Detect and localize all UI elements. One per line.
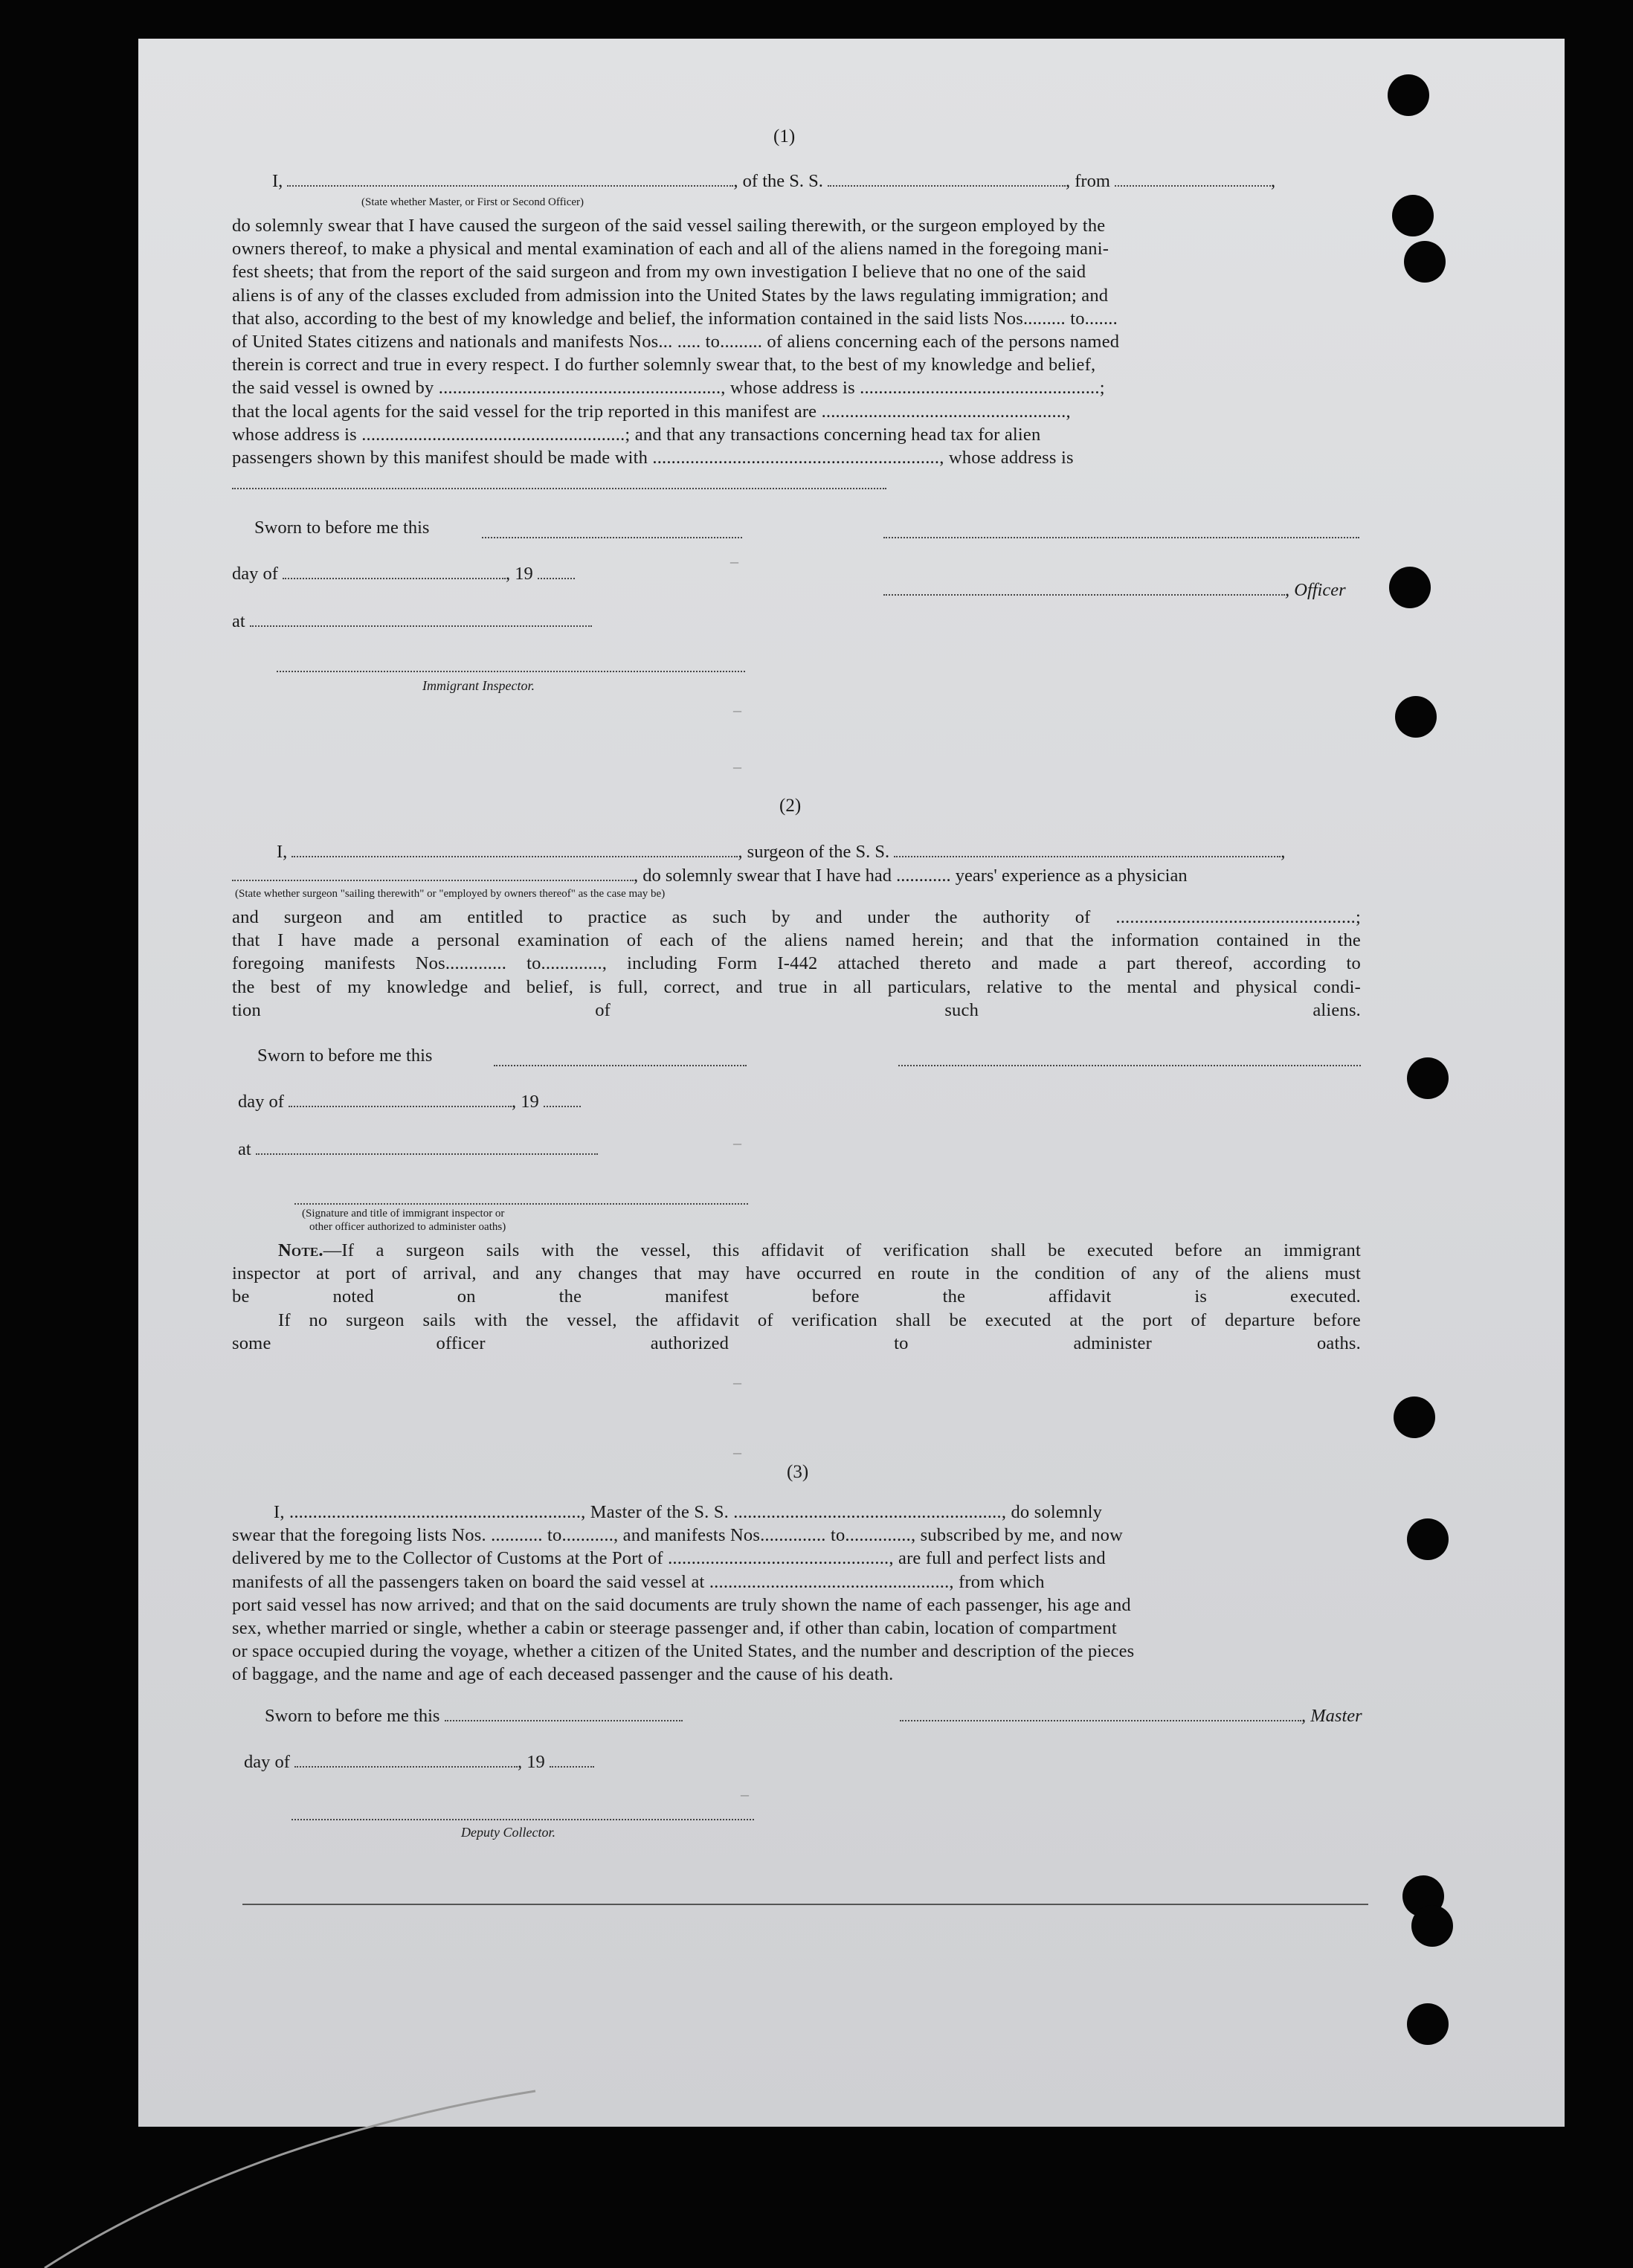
section-2-number: (2) <box>779 796 802 816</box>
section-2-body-line: foregoing manifests Nos............. to............., including Form I-442 attached thereto and made a part thereof, according to <box>232 953 1361 974</box>
section-1-body-line: that the local agents for the said vessel for the trip reported in this manifest are ...................................................., <box>232 401 1071 422</box>
officer-label: , Officer <box>1285 580 1346 600</box>
section-3-body-line: manifests of all the passengers taken on board the said vessel at ..................................................., from which <box>232 1571 1045 1592</box>
sworn-label: Sworn to before me this <box>257 1046 433 1066</box>
section-3-body-line: delivered by me to the Collector of Customs at the Port of ..............................................., are full and perfect lists and <box>232 1548 1106 1569</box>
note-text: —If a surgeon sails with the vessel, this affidavit of verification shall be executed before an immigrant <box>323 1240 1361 1260</box>
note-line: be noted on the manifest before the affidavit is executed. <box>232 1286 1361 1307</box>
section-1-body-line: owners thereof, to make a physical and mental examination of each and all of the aliens named in the foregoing mani- <box>232 239 1109 260</box>
note-line: some officer authorized to administer oaths. <box>232 1333 1361 1353</box>
section-1-body-line: therein is correct and true in every respect. I do further solemnly swear that, to the best of my knowledge and belief, <box>232 355 1096 376</box>
year-label: , 19 <box>512 1092 539 1112</box>
section-1-body-line: passengers shown by this manifest should be made with ............................................................., whose address is <box>232 448 1074 468</box>
section-3-body-line: I, .............................................................., Master of the S. S. ........................................................., do solemnly <box>274 1502 1103 1522</box>
section-1-body-line: do solemnly swear that I have caused the surgeon of the said vessel sailing therewith, or the surgeon employed by the <box>232 216 1106 236</box>
smudge-mark: – <box>733 1373 741 1391</box>
smudge-mark: – <box>733 1443 741 1461</box>
section-1-i: I, <box>272 171 283 191</box>
day-of-label: day of <box>244 1752 290 1772</box>
smudge-mark: – <box>733 1133 741 1152</box>
section-3-body-line: port said vessel has now arrived; and that on the said documents are truly shown the name of each passenger, his age and <box>232 1594 1131 1615</box>
section-1-body-line: whose address is ........................................................; and that any transactions concerning head tax for alien <box>232 424 1041 445</box>
note-label: Note. <box>278 1240 323 1260</box>
section-2-body-line: and surgeon and am entitled to practice as such by and under the authority of ...................................................; <box>232 907 1361 927</box>
note-line: inspector at port of arrival, and any changes that may have occurred en route in the condition of any of the aliens must <box>232 1263 1361 1284</box>
section-3-body-line: or space occupied during the voyage, whether a citizen of the United States, and the number and description of the pieces <box>232 1641 1135 1662</box>
section-2-swear: , do solemnly swear that I have had ............ years' experience as a physician <box>634 866 1188 886</box>
day-of-label: day of <box>232 564 278 584</box>
section-3-body-line: sex, whether married or single, whether a cabin or steerage passenger and, if other than cabin, location of compartment <box>232 1618 1117 1639</box>
note-line: If no surgeon sails with the vessel, the affidavit of verification shall be executed at the port of departure before <box>278 1309 1361 1330</box>
section-1-body-line: that also, according to the best of my knowledge and belief, the information contained in the said lists Nos......... to....... <box>232 308 1118 329</box>
section-3-body-line: swear that the foregoing lists Nos. ........... to..........., and manifests Nos.............. to.............., subscribed by me, and now <box>232 1525 1124 1546</box>
sworn-label: Sworn to before me this <box>254 518 430 538</box>
master-label: , Master <box>1301 1706 1362 1726</box>
section-2-first-line: I, , surgeon of the S. S. , <box>277 842 1286 862</box>
section-1-first-line: I, , of the S. S. , from , <box>272 171 1276 191</box>
at-label: at <box>232 611 245 631</box>
section-3-number: (3) <box>787 1462 809 1482</box>
day-of-label: day of <box>238 1092 284 1112</box>
at-label: at <box>238 1139 251 1159</box>
section-1-number: (1) <box>773 126 796 146</box>
signature-caption-2: other officer authorized to administer oaths) <box>309 1221 506 1233</box>
year-label: , 19 <box>506 564 533 584</box>
section-2-surgeon-ss: , surgeon of the S. S. <box>738 842 890 862</box>
sworn-label: Sworn to before me this <box>265 1706 440 1726</box>
section-2-body-line: the best of my knowledge and belief, is full, correct, and true in all particulars, relative to the mental and physical condi- <box>232 976 1361 997</box>
collector-caption: Deputy Collector. <box>461 1825 555 1840</box>
section-3-body-line: of baggage, and the name and age of each deceased passenger and the cause of his death. <box>232 1664 894 1685</box>
smudge-mark: – <box>741 1785 749 1803</box>
section-1-body-line: the said vessel is owned by ............................................................, whose address is ...................................................; <box>232 378 1105 399</box>
smudge-mark: – <box>733 757 741 776</box>
section-1-from: , from <box>1066 171 1110 191</box>
section-1-body-line: of United States citizens and nationals and manifests Nos... ..... to......... of aliens concerning each of the persons named <box>232 332 1120 352</box>
section-2-caption: (State whether surgeon "sailing therewith" or "employed by owners thereof" as the case may be) <box>235 888 666 900</box>
section-2-body-line: tion of such aliens. <box>232 999 1361 1020</box>
smudge-mark: – <box>730 552 738 570</box>
section-1-of-ss: , of the S. S. <box>733 171 823 191</box>
inspector-caption: Immigrant Inspector. <box>422 678 535 693</box>
section-1-body-line: fest sheets; that from the report of the said surgeon and from my own investigation I believe that no one of the said <box>232 262 1086 283</box>
smudge-mark: – <box>733 700 741 719</box>
section-2-body-line: that I have made a personal examination of each of the aliens named herein; and that the information contained in the <box>232 930 1361 951</box>
year-label: , 19 <box>518 1752 545 1772</box>
section-2-i: I, <box>277 842 288 862</box>
section-1-caption: (State whether Master, or First or Second Officer) <box>361 196 584 208</box>
section-1-body-line: aliens is of any of the classes excluded from admission into the United States by the laws regulating immigration; and <box>232 285 1109 306</box>
signature-caption-1: (Signature and title of immigrant inspector or <box>302 1208 505 1220</box>
